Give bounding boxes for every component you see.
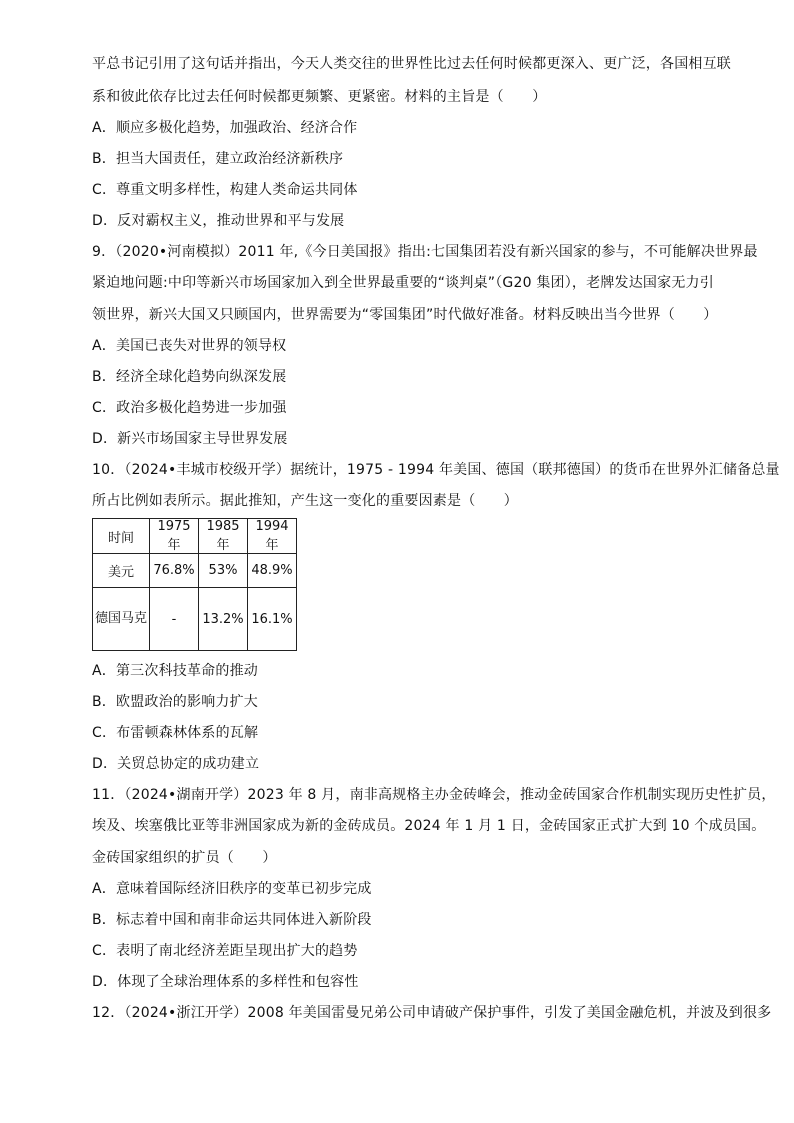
q9-stem-line2: 紧迫地问题:中印等新兴市场国家加入到全世界最重要的“谈判桌”（G20 集团），老牌发达国家无力引 (92, 275, 714, 291)
q9-stem-line1: 9．（2020•河南模拟）2011 年,《今日美国报》指出:七国集团若没有新兴国家的参与，不可能解决世界最 (92, 244, 758, 260)
table-cell: 13.2% (199, 588, 248, 651)
table-cell: 48.9% (248, 554, 297, 588)
q8-stem-line1: 平总书记引用了这句话并指出，今天人类交往的世界性比过去任何时候都更深入、更广泛，各国相互联 (92, 56, 731, 72)
q11-stem-line2: 埃及、埃塞俄比亚等非洲国家成为新的金砖成员。2024 年 1 月 1 日，金砖国家正式扩大到 10 个成员国。 (92, 818, 766, 834)
q10-stem-line2: 所占比例如表所示。据此推知，产生这一变化的重要因素是（ ） (92, 493, 518, 509)
q11-option-a: A．意味着国际经济旧秩序的变革已初步完成 (92, 881, 372, 897)
currency-share-table (92, 518, 297, 651)
q12-stem-line1: 12．（2024•浙江开学）2008 年美国雷曼兄弟公司申请破产保护事件，引发了美国金融危机，并波及到很多 (92, 1005, 772, 1021)
q8-option-a: A．顺应多极化趋势，加强政治、经济合作 (92, 120, 358, 136)
table-cell: 76.8% (150, 554, 199, 588)
q11-option-c: C．表明了南北经济差距呈现出扩大的趋势 (92, 943, 358, 959)
q10-option-d: D．关贸总协定的成功建立 (92, 756, 260, 772)
table-header-cell: 时间 (93, 519, 150, 554)
table-cell: - (150, 588, 199, 651)
q11-stem-line1: 11．（2024•湖南开学）2023 年 8 月，南非高规格主办金砖峰会，推动金砖国家合作机制实现历史性扩员， (92, 787, 776, 803)
table-cell: 德国马克 (93, 588, 150, 651)
q8-option-c: C．尊重文明多样性，构建人类命运共同体 (92, 182, 358, 198)
q9-option-c: C．政治多极化趋势进一步加强 (92, 400, 287, 416)
table-row (93, 554, 297, 588)
q11-option-d: D．体现了全球治理体系的多样性和包容性 (92, 974, 359, 990)
q10-option-a: A．第三次科技革命的推动 (92, 663, 258, 679)
q9-stem-line3: 领世界，新兴大国又只顾国内，世界需要为“零国集团”时代做好准备。材料反映出当今世界（ ） (92, 307, 718, 323)
table-cell: 16.1% (248, 588, 297, 651)
table-cell: 美元 (93, 554, 150, 588)
q9-option-b: B．经济全球化趋势向纵深发展 (92, 369, 287, 385)
q8-option-d: D．反对霸权主义，推动世界和平与发展 (92, 213, 345, 229)
q8-stem-line2: 系和彼此依存比过去任何时候都更频繁、更紧密。材料的主旨是（ ） (92, 89, 547, 105)
q10-stem-line1: 10．（2024•丰城市校级开学）据统计，1975 - 1994 年美国、德国（联邦德国）的货币在世界外汇储备总量 (92, 462, 780, 478)
q8-option-b: B．担当大国责任，建立政治经济新秩序 (92, 151, 344, 167)
q11-option-b: B．标志着中国和南非命运共同体进入新阶段 (92, 912, 372, 928)
q10-option-c: C．布雷顿森林体系的瓦解 (92, 725, 259, 741)
table-header-cell: 1975 年 (150, 519, 199, 554)
q10-option-b: B．欧盟政治的影响力扩大 (92, 694, 259, 710)
table-row (93, 588, 297, 651)
table-header-cell: 1994 年 (248, 519, 297, 554)
table-cell: 53% (199, 554, 248, 588)
table-header-cell: 1985 年 (199, 519, 248, 554)
q9-option-d: D．新兴市场国家主导世界发展 (92, 431, 288, 447)
table-header-row (93, 519, 297, 554)
q9-option-a: A．美国已丧失对世界的领导权 (92, 338, 287, 354)
q11-stem-line3: 金砖国家组织的扩员（ ） (92, 850, 277, 866)
